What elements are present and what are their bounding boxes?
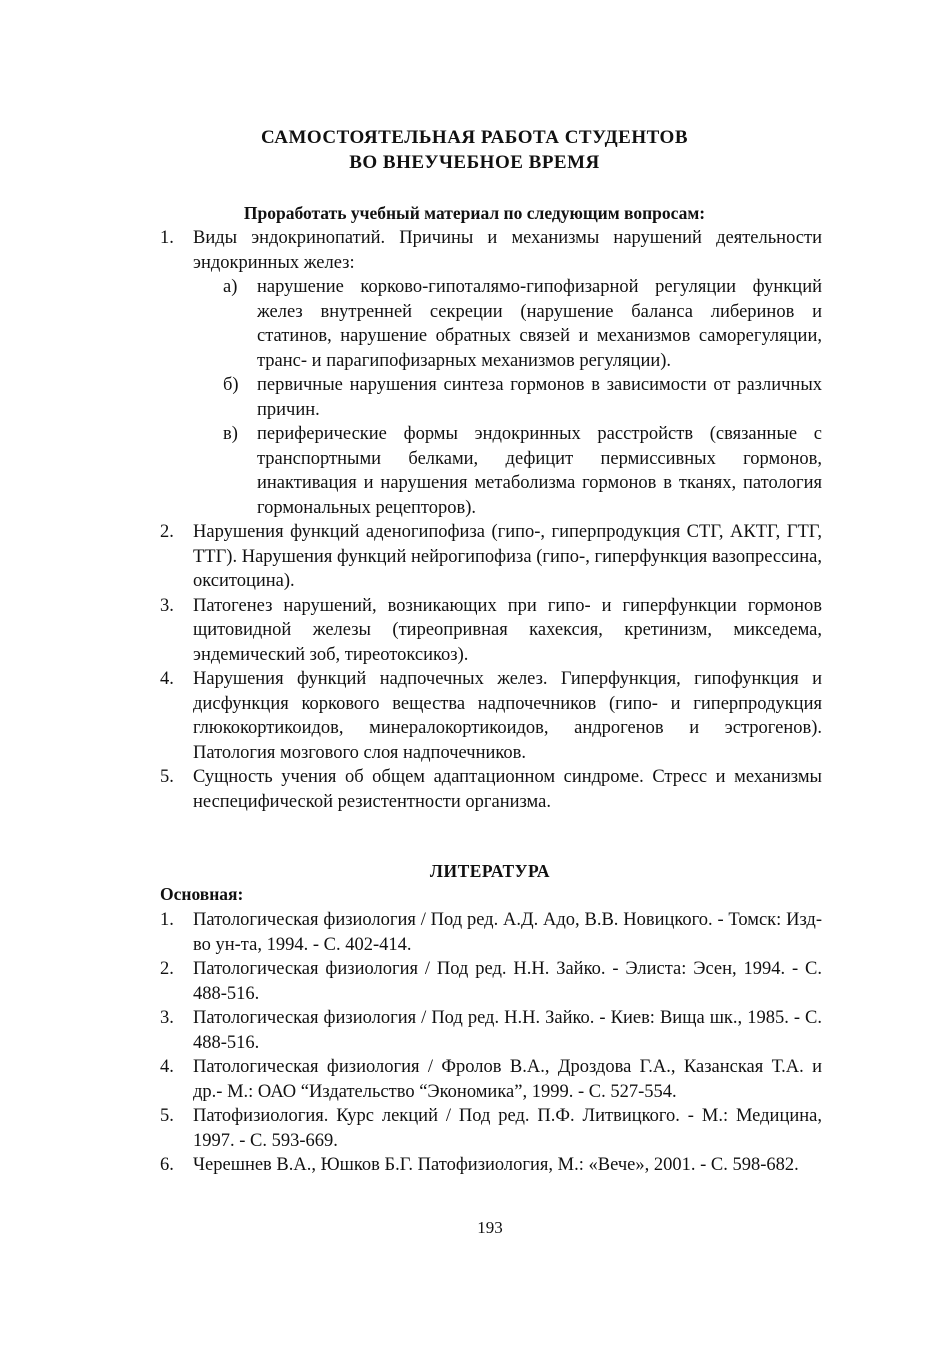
subitem-v — [160, 422, 822, 520]
subitem-text: нарушение корково-гипоталямо-гипофизарной регуляции функций желез внутренней секреции (нарушение баланса либеринов и статинов, нарушение обратных связей и механизмов саморегуляции, транс- и парагипофизарных механизмов регуляции). — [257, 277, 822, 371]
page-title-line-2: ВО ВНЕУЧЕБНОЕ ВРЕМЯ — [349, 152, 600, 173]
reference-text: Патологическая физиология / Под ред. Н.Н. Зайко. - Элиста: Эсен, 1994. - С. 488-516. — [193, 959, 822, 1004]
reference-item-2 — [160, 957, 822, 1006]
question-number: 3. — [160, 595, 174, 616]
page-title-line-1: САМОСТОЯТЕЛЬНАЯ РАБОТА СТУДЕНТОВ — [260, 127, 689, 148]
reference-number: 5. — [160, 1106, 174, 1126]
reference-item-4 — [160, 1055, 822, 1104]
reference-item-6 — [160, 1153, 822, 1178]
question-text: Сущность учения об общем адаптационном синдроме. Стресс и механизмы неспецифической резистентности организма. — [193, 767, 822, 812]
reference-item-5 — [160, 1104, 822, 1153]
references-list — [160, 908, 822, 1178]
reference-text: Патологическая физиология / Под ред. Н.Н. Зайко. - Киев: Вища шк., 1985. - С. 488-516. — [193, 1008, 822, 1053]
reference-number: 2. — [160, 959, 174, 979]
question-item-3 — [160, 594, 822, 668]
question-text: Патогенез нарушений, возникающих при гипо- и гиперфункции гормонов щитовидной железы (тиреопривная кахексия, кретинизм, микседема, эндемический зоб, тиреотоксикоз). — [193, 595, 822, 665]
basic-literature-label: Основная: — [160, 884, 244, 904]
reference-item-1 — [160, 908, 822, 957]
reference-number: 6. — [160, 1155, 174, 1175]
question-text: Нарушения функций надпочечных желез. Гиперфункция, гипофункция и дисфункция коркового вещества надпочечников (гипо- и гиперпродукция глюкокортикоидов, минералокортикоидов, андрогенов и эстрогенов). Патология мозгового слоя надпочечников. — [193, 669, 822, 763]
reference-number: 4. — [160, 1057, 174, 1077]
subitem-b — [160, 373, 822, 422]
page-number: 193 — [477, 1218, 503, 1237]
subitem-letter: в) — [223, 424, 238, 444]
question-item-1 — [160, 226, 822, 275]
reference-text: Патофизиология. Курс лекций / Под ред. П.Ф. Литвицкого. - М.: Медицина, 1997. - С. 593-669. — [193, 1106, 822, 1151]
questions-list — [160, 226, 822, 814]
subitem-a — [160, 275, 822, 373]
question-text: Нарушения функций аденогипофиза (гипо-, гиперпродукция СТГ, АКТГ, ГТГ, ТТГ). Нарушения функций нейрогипофиза (гипо-, гиперфункция вазопрессина, окситоцина). — [193, 522, 822, 591]
subitem-text: первичные нарушения синтеза гормонов в зависимости от различных причин. — [257, 375, 822, 420]
question-item-4 — [160, 667, 822, 765]
question-number: 1. — [160, 228, 174, 248]
subitem-text: периферические формы эндокринных расстройств (связанные с транспортными белками, дефицит пермиссивных гормонов, инактивация и нарушения метаболизма гормонов в тканях, патология гормональных рецепторов). — [257, 424, 822, 518]
question-item-5 — [160, 765, 822, 814]
assignment-subtitle: Проработать учебный материал по следующим вопросам: — [243, 203, 706, 223]
question-number: 4. — [160, 669, 174, 689]
reference-text: Патологическая физиология / Под ред. А.Д. Адо, В.В. Новицкого. - Томск: Изд-во ун-та, 1994. - С. 402-414. — [193, 910, 822, 955]
reference-item-3 — [160, 1006, 822, 1055]
reference-text: Патологическая физиология / Фролов В.А., Дроздова Г.А., Казанская Т.А. и др.- М.: ОАО “Издательство “Экономика”, 1999. - С. 527-554. — [193, 1057, 822, 1102]
question-number: 5. — [160, 767, 174, 787]
reference-number: 1. — [160, 910, 174, 930]
question-text: Виды эндокринопатий. Причины и механизмы нарушений деятельности эндокринных желез: — [193, 228, 822, 273]
subitem-letter: б) — [223, 375, 239, 395]
reference-number: 3. — [160, 1008, 174, 1028]
subitem-letter: а) — [223, 277, 238, 297]
question-number: 2. — [160, 522, 174, 542]
question-item-2 — [160, 520, 822, 594]
reference-text: Черешнев В.А., Юшков Б.Г. Патофизиология, М.: «Вече», 2001. - С. 598-682. — [193, 1155, 799, 1175]
literature-heading: ЛИТЕРАТУРА — [429, 861, 551, 881]
